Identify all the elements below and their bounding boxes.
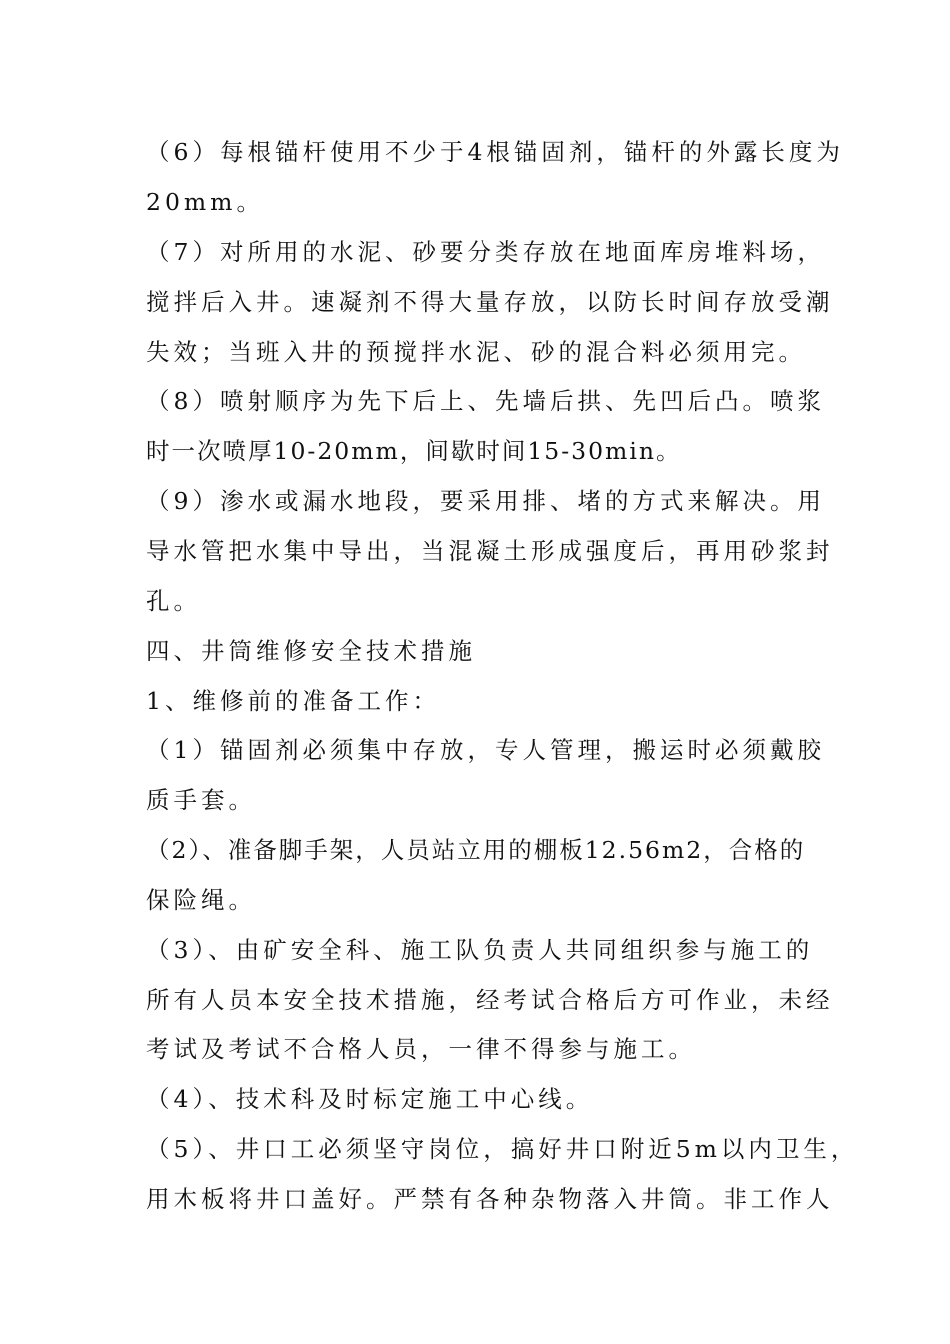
section-heading: 四、井筒维修安全技术措施	[146, 637, 476, 665]
text-line-10: 孔。	[146, 587, 201, 615]
text-line-20: （4）、技术科及时标定施工中心线。	[146, 1085, 594, 1113]
text-line-17: （3）、由矿安全科、施工队负责人共同组织参与施工的	[146, 936, 814, 964]
text-line-8: （9）渗水或漏水地段，要采用排、堵的方式来解决。用	[146, 487, 825, 515]
text-line-4: 搅拌后入井。速凝剂不得大量存放，以防长时间存放受潮	[146, 288, 834, 316]
text-line-3: （7）对所用的水泥、砂要分类存放在地面库房堆料场，	[146, 238, 825, 266]
text-line-21: （5）、井口工必须坚守岗位，搞好井口附近5m以内卫生，	[146, 1135, 859, 1163]
subsection-heading: 1、维修前的准备工作：	[146, 687, 440, 715]
text-line-6: （8）喷射顺序为先下后上、先墙后拱、先凹后凸。喷浆	[146, 387, 825, 415]
text-line-13: （1）锚固剂必须集中存放，专人管理，搬运时必须戴胶	[146, 736, 825, 764]
text-line-7: 时一次喷厚10-20mm，间歇时间15-30min。	[146, 437, 682, 465]
text-line-1: （6）每根锚杆使用不少于4根锚固剂，锚杆的外露长度为	[146, 138, 844, 166]
text-line-16: 保险绳。	[146, 886, 256, 914]
text-line-22: 用木板将井口盖好。严禁有各种杂物落入井筒。非工作人	[146, 1185, 834, 1213]
text-line-2: 20mm。	[146, 188, 264, 216]
text-line-19: 考试及考试不合格人员，一律不得参与施工。	[146, 1035, 696, 1063]
text-line-5: 失效；当班入井的预搅拌水泥、砂的混合料必须用完。	[146, 338, 806, 366]
text-line-9: 导水管把水集中导出，当混凝土形成强度后，再用砂浆封	[146, 537, 834, 565]
text-line-18: 所有人员本安全技术措施，经考试合格后方可作业，未经	[146, 986, 834, 1014]
text-line-14: 质手套。	[146, 786, 256, 814]
text-line-15: （2）、准备脚手架，人员站立用的棚板12.56m2，合格的	[146, 836, 806, 864]
